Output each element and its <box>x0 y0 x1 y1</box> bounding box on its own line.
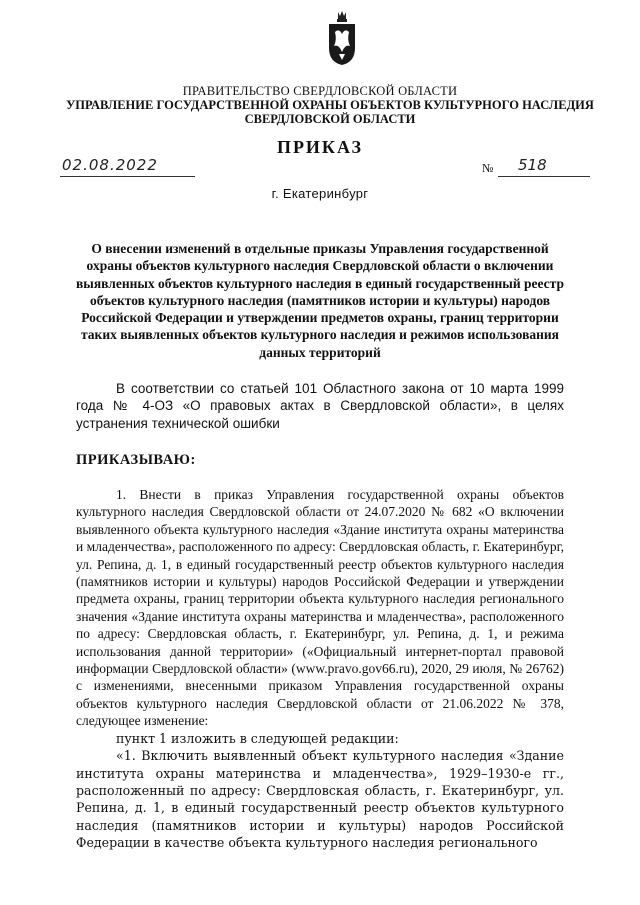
order-word: ПРИКАЗЫВАЮ: <box>76 452 196 468</box>
handwritten-date: 02.08.2022 <box>62 156 158 174</box>
document-heading: О внесении изменений в отдельные приказы Управления государственной охраны объектов культурного наследия Свердловской области о включении выявленных объектов культурного наследия в единый государственный реестр объектов культурного наследия (памятников истории и культуры) народов Российской Федерации и утверждении предметов охраны, границ территории таких выявленных объектов культурного наследия и режимов использования данных территорий <box>76 241 564 360</box>
number-sign: № <box>482 161 494 175</box>
paragraph-quote: «1. Включить выявленный объект культурного наследия «Здание института охраны материнства и младенчества», 1929–1930-е гг., расположенный по адресу: Свердловская область, г. Екатеринбург, ул. Репина, д. 1, в единый государственный реестр объектов культурного наследия (памятников истории и культуры) народов Российской Федерации в качестве объекта культурного наследия регионального <box>76 748 564 851</box>
document-body <box>76 486 564 852</box>
department-name: УПРАВЛЕНИЕ ГОСУДАРСТВЕННОЙ ОХРАНЫ ОБЪЕКТОВ КУЛЬТУРНОГО НАСЛЕДИЯ СВЕРДЛОВСКОЙ ОБЛАСТИ <box>66 98 594 126</box>
preamble: В соответствии со статьей 101 Областного закона от 10 марта 1999 года № 4-ОЗ «О правовых актах в Свердловской области», в целях устранения технической ошибки <box>76 381 564 431</box>
document-type: ПРИКАЗ <box>276 137 364 157</box>
government-name: ПРАВИТЕЛЬСТВО СВЕРДЛОВСКОЙ ОБЛАСТИ <box>182 84 458 98</box>
date-field <box>60 156 200 180</box>
coat-of-arms-icon <box>327 10 357 66</box>
date-underline <box>60 176 195 177</box>
number-underline <box>498 176 590 177</box>
handwritten-number: 518 <box>518 156 547 174</box>
paragraph-item-1: 1. Внести в приказ Управления государственной охраны объектов культурного наследия Свердловской области от 24.07.2020 № 682 «О включении выявленного объекта культурного наследия «Здание института охраны материнства и младенчества», расположенного по адресу: Свердловская область, г. Екатеринбург, ул. Репина, д. 1, в единый государственный реестр объектов культурного наследия (памятников истории и культуры) народов Российской Федерации и утверждении предмета охраны, границ территории объекта культурного наследия регионального значения «Здание института охраны материнства и младенчества», расположенного по адресу: Свердловская область, г. Екатеринбург, ул. Репина, д. 1, и режима использования данной территории» («Официальный интернет-портал правовой информации Свердловской области» (www.pravo.gov66.ru), 2020, 29 июля, № 26762) с изменениями, внесенными приказом Управления государственной охраны объектов культурного наследия Свердловской области от 21.06.2022 № 378, следующее изменение: <box>76 487 564 729</box>
paragraph-sub: пункт 1 изложить в следующей редакции: <box>116 730 399 746</box>
city: г. Екатеринбург <box>271 186 369 201</box>
number-field <box>482 156 602 180</box>
